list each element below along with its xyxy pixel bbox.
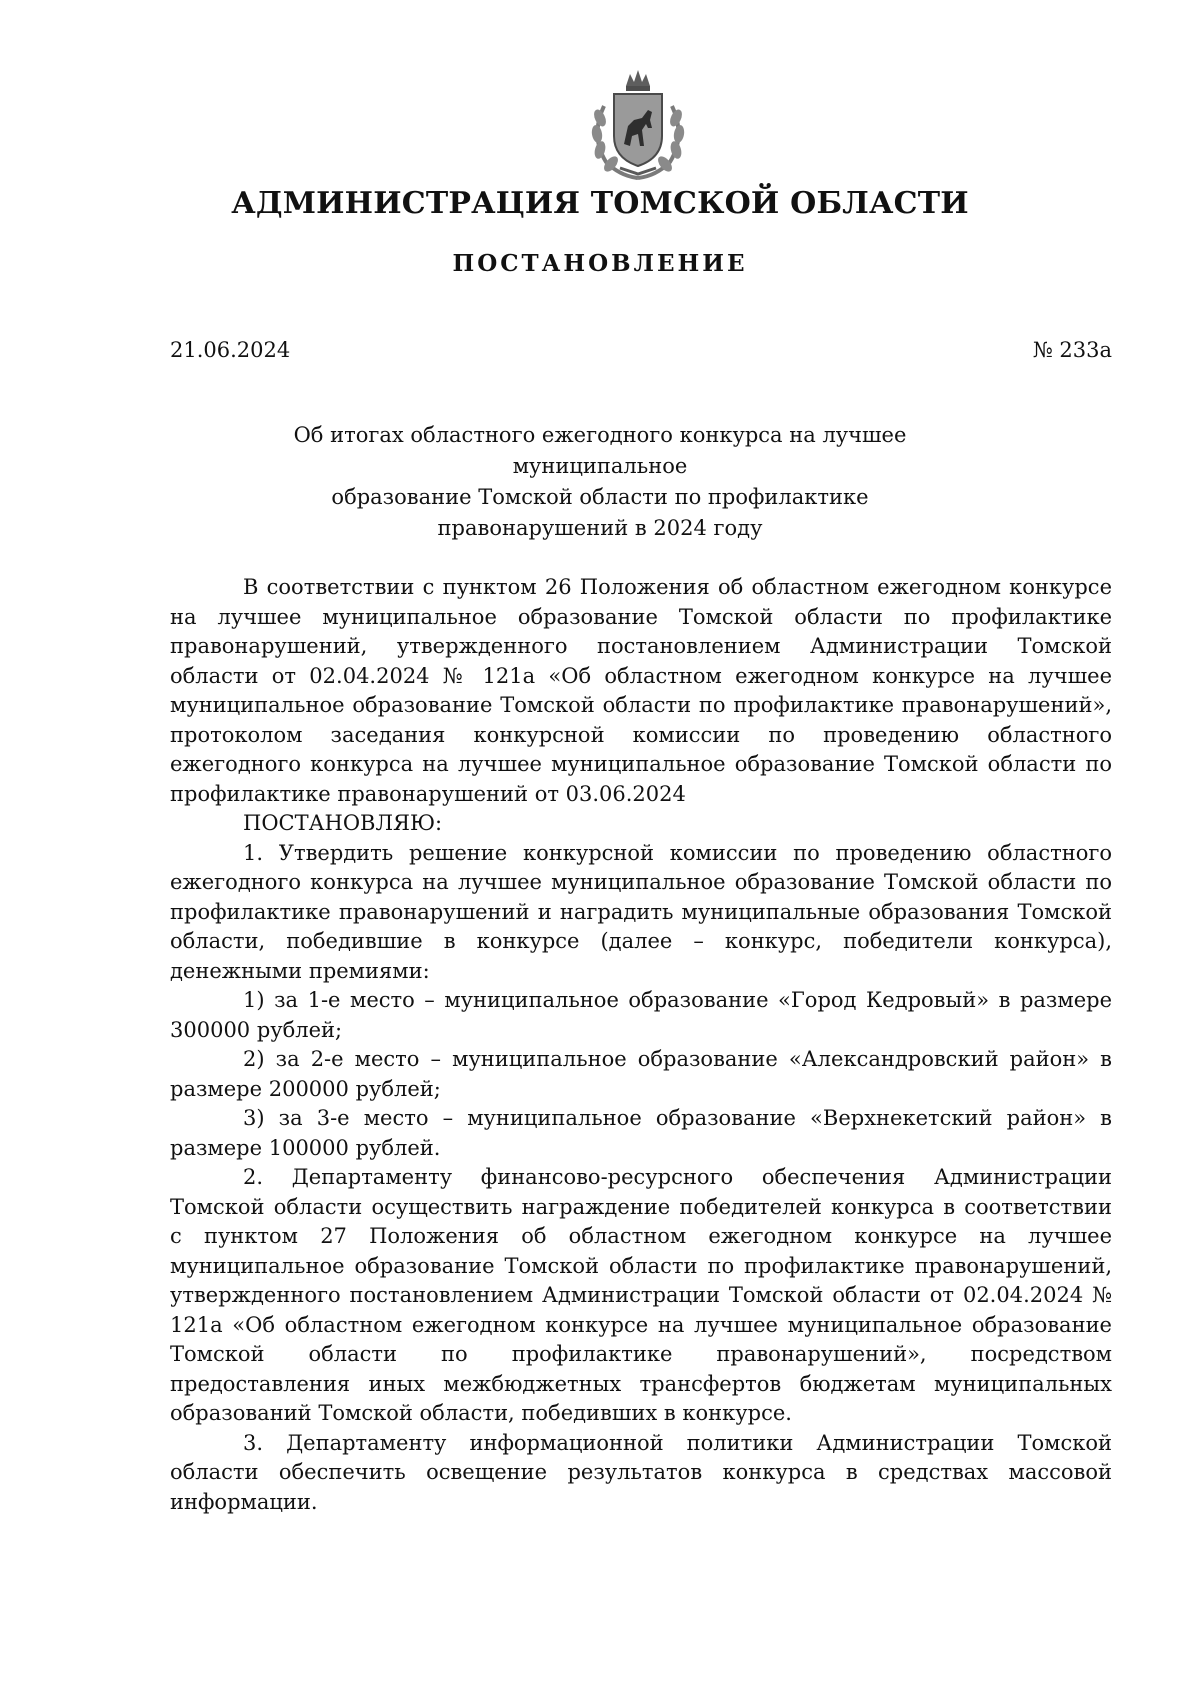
preamble-paragraph: В соответствии с пунктом 26 Положения об областном ежегодном конкурсе на лучшее муниципальное образование Томской области по профилактике правонарушений, утвержденного постановлением Администрации Томской области от 02.04.2024 № 121а «Об областном ежегодном конкурсе на лучшее муниципальное образование Томской области по профилактике правонарушений», протоколом заседания конкурсной комиссии по проведению областного ежегодного конкурса на лучшее муниципальное образование Томской области по профилактике правонарушений от 03.06.2024 <box>170 575 1112 806</box>
organization-title: АДМИНИСТРАЦИЯ ТОМСКОЙ ОБЛАСТИ <box>231 186 969 221</box>
resolution-item-1: 1. Утвердить решение конкурсной комиссии по проведению областного ежегодного конкурса на лучшее муниципальное образование Томской области по профилактике правонарушений и наградить муниципальные образования Томской области, победившие в конкурсе (далее – конкурс, победители конкурса), денежными премиями: <box>170 840 1112 983</box>
award-first-place: 1) за 1-е место – муниципальное образование «Город Кедровый» в размере 300000 рублей; <box>170 988 1112 1042</box>
document-subject <box>230 420 970 544</box>
document-date: 21.06.2024 <box>170 338 291 362</box>
resolve-statement: ПОСТАНОВЛЯЮ: <box>243 811 443 835</box>
document-body <box>170 573 1112 1517</box>
award-third-place: 3) за 3-е место – муниципальное образование «Верхнекетский район» в размере 100000 рублей. <box>170 1106 1112 1160</box>
resolution-item-2: 2. Департаменту финансово-ресурсного обеспечения Администрации Томской области осуществить награждение победителей конкурса в соответствии с пунктом 27 Положения об областном ежегодном конкурсе на лучшее муниципальное образование Томской области по профилактике правонарушений, утвержденного постановлением Администрации Томской области от 02.04.2024 № 121а «Об областном ежегодном конкурсе на лучшее муниципальное образование Томской области по профилактике правонарушений», посредством предоставления иных межбюджетных трансфертов бюджетам муниципальных образований Томской области, победивших в конкурсе. <box>170 1165 1112 1425</box>
subject-line: правонарушений в 2024 году <box>437 516 763 540</box>
coat-of-arms-icon <box>584 66 692 180</box>
resolution-item-3: 3. Департаменту информационной политики Администрации Томской области обеспечить освещение результатов конкурса в средствах массовой информации. <box>170 1430 1112 1514</box>
award-second-place: 2) за 2-е место – муниципальное образование «Александровский район» в размере 200000 рублей; <box>170 1047 1112 1101</box>
subject-line: Об итогах областного ежегодного конкурса на лучшее муниципальное <box>293 423 907 478</box>
document-type-title: ПОСТАНОВЛЕНИЕ <box>452 250 748 277</box>
subject-line: образование Томской области по профилактике <box>331 485 869 509</box>
document-number: № 233а <box>1032 338 1112 362</box>
